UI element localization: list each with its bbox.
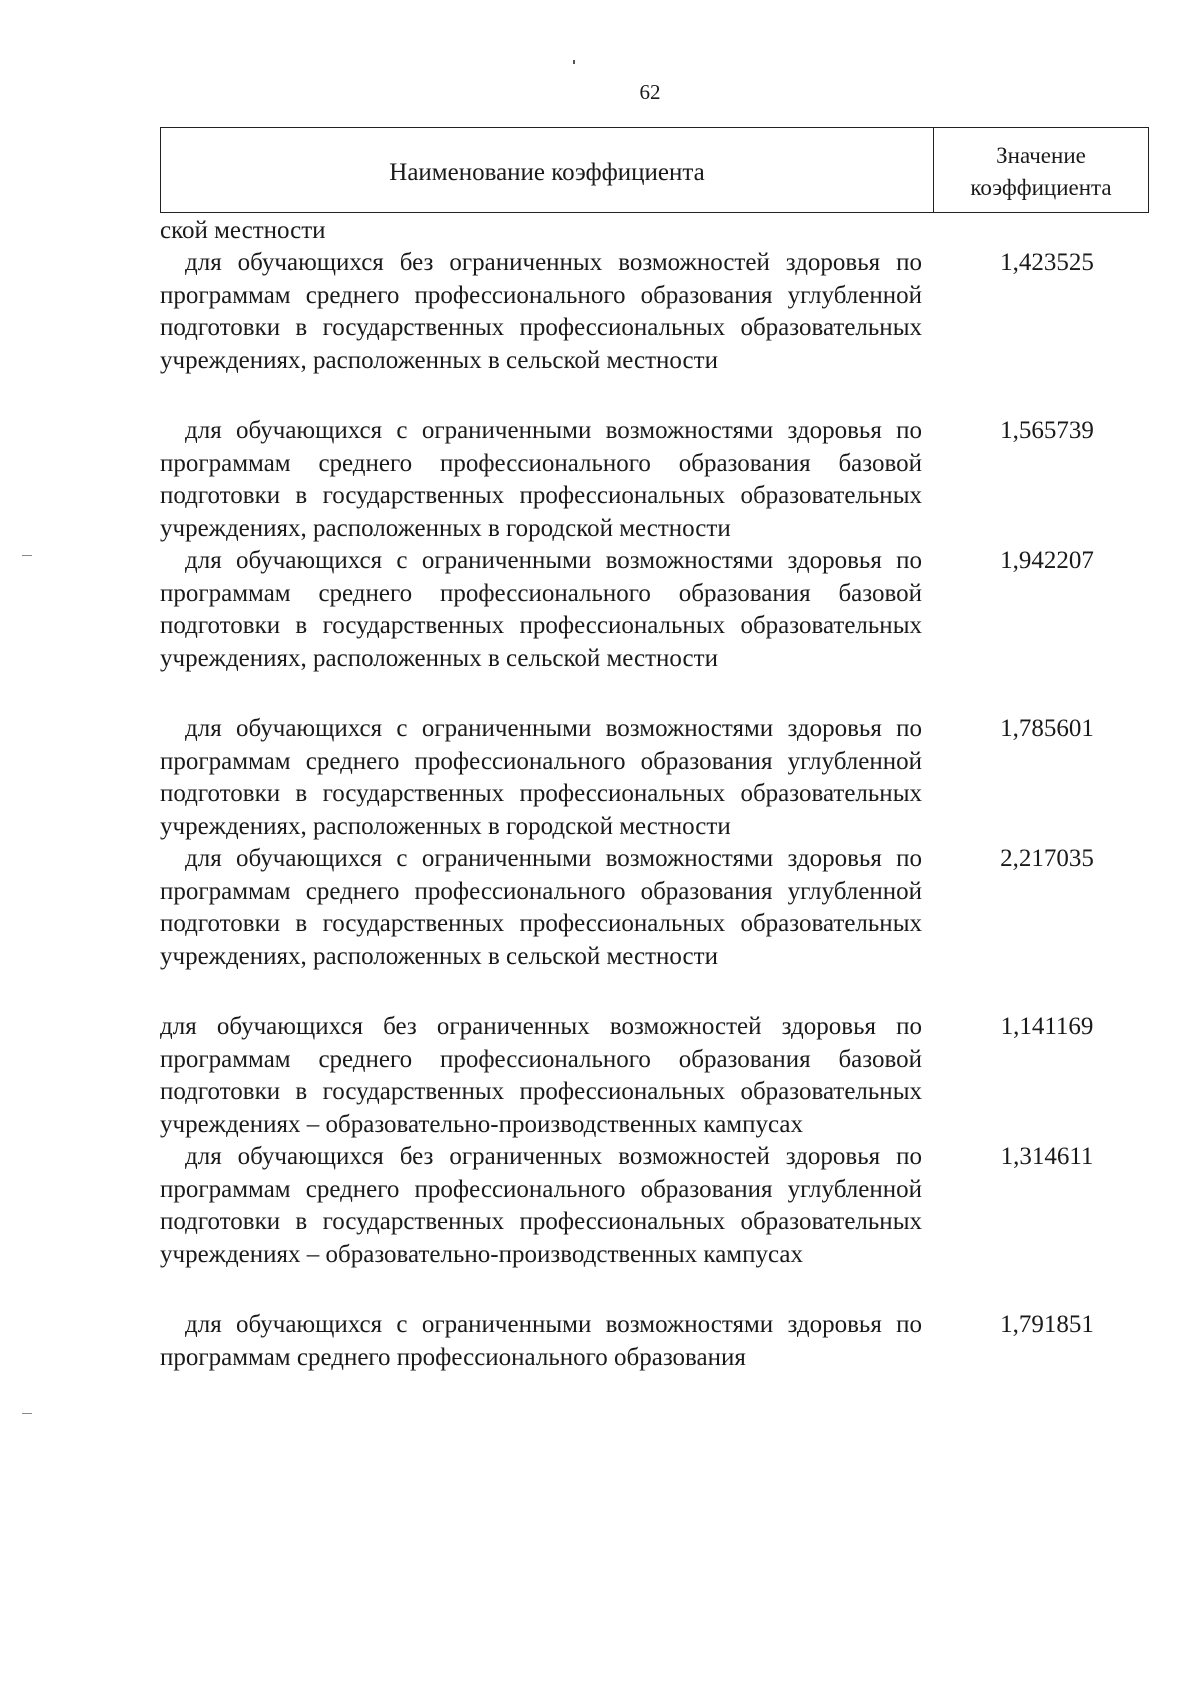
table-row (160, 1011, 1160, 1141)
row-description: для обучающихся без ограниченных возможностей здоровья по программам среднего профессионального образования углубленной подготовки в государственных профессиональных образовательных учреждениях, расположенных в сельской местности (160, 249, 922, 374)
row-description: для обучающихся с ограниченными возможностями здоровья по программам среднего профессионального образования углубленной подготовки в государственных профессиональных образовательных учреждениях, расположенных в городской местности (160, 715, 922, 840)
row-value: 1,785601 (1000, 715, 1094, 742)
row-gap (160, 377, 1160, 415)
row-gap (160, 973, 1160, 1011)
table-row (160, 713, 1160, 843)
row-value: 1,423525 (1000, 249, 1094, 276)
row-gap (160, 1271, 1160, 1309)
row-description: для обучающихся без ограниченных возможностей здоровья по программам среднего профессионального образования углубленной подготовки в государственных профессиональных образовательных учреждениях – образовательно-производственных кампусах (160, 1143, 922, 1268)
row-value: 1,141169 (1000, 1013, 1094, 1040)
table-row (160, 415, 1160, 545)
table-row (160, 545, 1160, 675)
table-row (160, 1141, 1160, 1271)
row-description: для обучающихся с ограниченными возможностями здоровья по программам среднего профессионального образования углубленной подготовки в государственных профессиональных образовательных учреждениях, расположенных в сельской местности (160, 845, 922, 970)
header-value-column: Значение коэффициента (970, 143, 1112, 200)
row-value: 1,565739 (1000, 417, 1094, 444)
page-number: 62 (639, 80, 661, 104)
row-value: 1,942207 (1000, 547, 1094, 574)
row-description: для обучающихся без ограниченных возможностей здоровья по программам среднего профессионального образования базовой подготовки в государственных профессиональных образовательных учреждениях – образовательно-производственных кампусах (160, 1013, 922, 1138)
table-row (160, 247, 1160, 377)
coefficient-table-body (160, 214, 1160, 1374)
row-description: для обучающихся с ограниченными возможностями здоровья по программам среднего профессионального образования базовой подготовки в государственных профессиональных образовательных учреждениях, расположенных в городской местности (160, 417, 922, 542)
header-name-column: Наименование коэффициента (161, 128, 934, 212)
row-value: 1,314611 (1000, 1143, 1094, 1170)
table-row (160, 843, 1160, 973)
row-gap (160, 675, 1160, 713)
row-value: 2,217035 (1000, 845, 1094, 872)
table-row (160, 1309, 1160, 1374)
continuation-text: ской местности (160, 217, 326, 244)
margin-mark (22, 555, 32, 556)
row-description: для обучающихся с ограниченными возможностями здоровья по программам среднего профессионального образования (160, 1311, 922, 1371)
row-description: для обучающихся с ограниченными возможностями здоровья по программам среднего профессионального образования базовой подготовки в государственных профессиональных образовательных учреждениях, расположенных в сельской местности (160, 547, 922, 672)
table-header (160, 127, 1149, 213)
scan-artifact-dot (573, 60, 575, 64)
margin-mark (22, 1413, 32, 1414)
row-value: 1,791851 (1000, 1311, 1094, 1338)
